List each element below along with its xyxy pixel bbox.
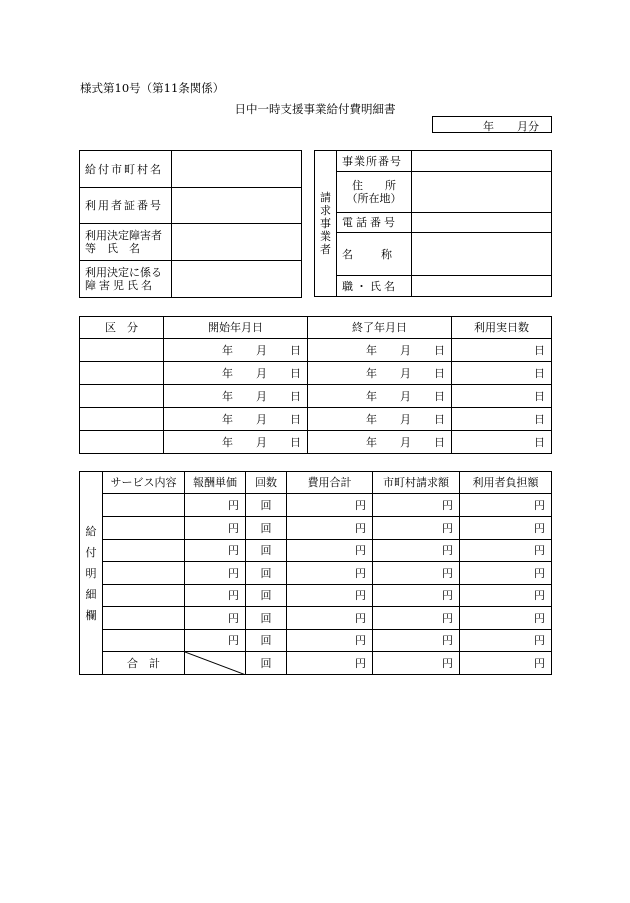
municipal-claim-field[interactable]: 円 (373, 562, 460, 585)
header-municipal-claim: 市町村請求額 (373, 472, 460, 494)
municipality-label: 給付市町村名 (80, 151, 172, 188)
facility-name-field[interactable] (412, 233, 552, 276)
actual-days-field[interactable]: 日 (452, 385, 552, 408)
start-date-field[interactable]: 年 月 日 (164, 339, 308, 362)
municipal-claim-field[interactable]: 円 (373, 517, 460, 540)
header-category: 区 分 (80, 317, 164, 339)
position-name-field[interactable] (412, 276, 552, 297)
actual-days-field[interactable]: 日 (452, 362, 552, 385)
period-year: 年 (483, 120, 494, 133)
user-burden-field[interactable]: 円 (460, 607, 552, 630)
municipal-claim-field[interactable]: 円 (373, 540, 460, 562)
unit-price-field[interactable]: 円 (185, 585, 246, 607)
office-no-label: 事業所番号 (337, 151, 412, 172)
user-burden-field[interactable]: 円 (460, 540, 552, 562)
certificate-no-field[interactable] (172, 188, 302, 224)
header-service: サービス内容 (103, 472, 185, 494)
header-count: 回数 (246, 472, 287, 494)
user-burden-field[interactable]: 円 (460, 494, 552, 517)
start-date-field[interactable]: 年 月 日 (164, 362, 308, 385)
recipient-table (79, 150, 302, 298)
count-field[interactable]: 回 (246, 517, 287, 540)
header-actual-days: 利用実日数 (452, 317, 552, 339)
end-date-field[interactable]: 年 月 日 (308, 408, 452, 431)
start-date-field[interactable]: 年 月 日 (164, 431, 308, 454)
category-field[interactable] (80, 339, 164, 362)
unit-price-field[interactable]: 円 (185, 540, 246, 562)
position-name-label: 職・氏名 (337, 276, 412, 297)
count-field[interactable]: 回 (246, 540, 287, 562)
usage-table (79, 316, 552, 454)
office-no-field[interactable] (412, 151, 552, 172)
table-row (80, 431, 552, 454)
facility-name-label: 名 称 (337, 233, 412, 276)
unit-price-field[interactable]: 円 (185, 494, 246, 517)
category-field[interactable] (80, 362, 164, 385)
service-field[interactable] (103, 630, 185, 652)
municipal-claim-field[interactable]: 円 (373, 494, 460, 517)
table-row (80, 540, 552, 562)
total-cost-field[interactable]: 円 (287, 585, 373, 607)
address-label: 住 所 （所在地） (337, 172, 412, 213)
total-count-field[interactable]: 回 (246, 652, 287, 675)
total-label: 合 計 (103, 652, 185, 675)
municipality-field[interactable] (172, 151, 302, 188)
total-row (80, 652, 552, 675)
count-field[interactable]: 回 (246, 562, 287, 585)
total-cost-field[interactable]: 円 (287, 607, 373, 630)
table-row (80, 494, 552, 517)
header-user-burden: 利用者負担額 (460, 472, 552, 494)
total-municipal-claim-field[interactable]: 円 (373, 652, 460, 675)
count-field[interactable]: 回 (246, 630, 287, 652)
diagonal-line-icon (185, 652, 246, 675)
actual-days-field[interactable]: 日 (452, 408, 552, 431)
period-box[interactable] (432, 116, 552, 133)
total-cost-field[interactable]: 円 (287, 630, 373, 652)
user-burden-field[interactable]: 円 (460, 630, 552, 652)
end-date-field[interactable]: 年 月 日 (308, 431, 452, 454)
actual-days-field[interactable]: 日 (452, 431, 552, 454)
benefit-table (79, 471, 552, 675)
total-user-burden-field[interactable]: 円 (460, 652, 552, 675)
start-date-field[interactable]: 年 月 日 (164, 385, 308, 408)
phone-label: 電話番号 (337, 213, 412, 233)
table-row (80, 408, 552, 431)
benefit-side-label: 給 付 明 細 欄 (80, 472, 103, 675)
municipal-claim-field[interactable]: 円 (373, 607, 460, 630)
service-field[interactable] (103, 607, 185, 630)
unit-price-field[interactable]: 円 (185, 607, 246, 630)
end-date-field[interactable]: 年 月 日 (308, 339, 452, 362)
guardian-name-label: 利用決定障害者 等 氏 名 (80, 224, 172, 261)
claimant-side-label: 請 求 事 業 者 (315, 151, 337, 297)
child-name-label: 利用決定に係る 障害児氏名 (80, 261, 172, 298)
total-cost-field[interactable]: 円 (287, 517, 373, 540)
unit-price-field[interactable]: 円 (185, 562, 246, 585)
table-row (80, 607, 552, 630)
total-cost-field[interactable]: 円 (287, 540, 373, 562)
unit-price-field[interactable]: 円 (185, 630, 246, 652)
header-unit-price: 報酬単価 (185, 472, 246, 494)
actual-days-field[interactable]: 日 (452, 339, 552, 362)
guardian-name-field[interactable] (172, 224, 302, 261)
count-field[interactable]: 回 (246, 607, 287, 630)
total-cost-sum-field[interactable]: 円 (287, 652, 373, 675)
user-burden-field[interactable]: 円 (460, 562, 552, 585)
unit-price-field[interactable]: 円 (185, 517, 246, 540)
address-field[interactable] (412, 172, 552, 213)
child-name-field[interactable] (172, 261, 302, 298)
header-end-date: 終了年月日 (308, 317, 452, 339)
service-field[interactable] (103, 585, 185, 607)
claimant-table (314, 150, 552, 297)
phone-field[interactable] (412, 213, 552, 233)
total-unit-price-diagonal (185, 652, 246, 675)
user-burden-field[interactable]: 円 (460, 585, 552, 607)
total-cost-field[interactable]: 円 (287, 494, 373, 517)
municipal-claim-field[interactable]: 円 (373, 630, 460, 652)
category-field[interactable] (80, 408, 164, 431)
end-date-field[interactable]: 年 月 日 (308, 362, 452, 385)
table-row (80, 339, 552, 362)
period-month: 月分 (517, 120, 539, 133)
service-field[interactable] (103, 517, 185, 540)
table-row (80, 385, 552, 408)
header-start-date: 開始年月日 (164, 317, 308, 339)
certificate-no-label: 利用者証番号 (80, 188, 172, 224)
total-cost-field[interactable]: 円 (287, 562, 373, 585)
table-row (80, 562, 552, 585)
municipal-claim-field[interactable]: 円 (373, 585, 460, 607)
category-field[interactable] (80, 431, 164, 454)
count-field[interactable]: 回 (246, 585, 287, 607)
table-row (80, 630, 552, 652)
header-total-cost: 費用合計 (287, 472, 373, 494)
table-row (80, 585, 552, 607)
service-field[interactable] (103, 494, 185, 517)
start-date-field[interactable]: 年 月 日 (164, 408, 308, 431)
count-field[interactable]: 回 (246, 494, 287, 517)
category-field[interactable] (80, 385, 164, 408)
form-number: 様式第10号（第11条関係） (80, 81, 225, 95)
table-row (80, 362, 552, 385)
table-row (80, 517, 552, 540)
end-date-field[interactable]: 年 月 日 (308, 385, 452, 408)
document-title: 日中一時支援事業給付費明細書 (234, 102, 396, 116)
user-burden-field[interactable]: 円 (460, 517, 552, 540)
service-field[interactable] (103, 540, 185, 562)
service-field[interactable] (103, 562, 185, 585)
